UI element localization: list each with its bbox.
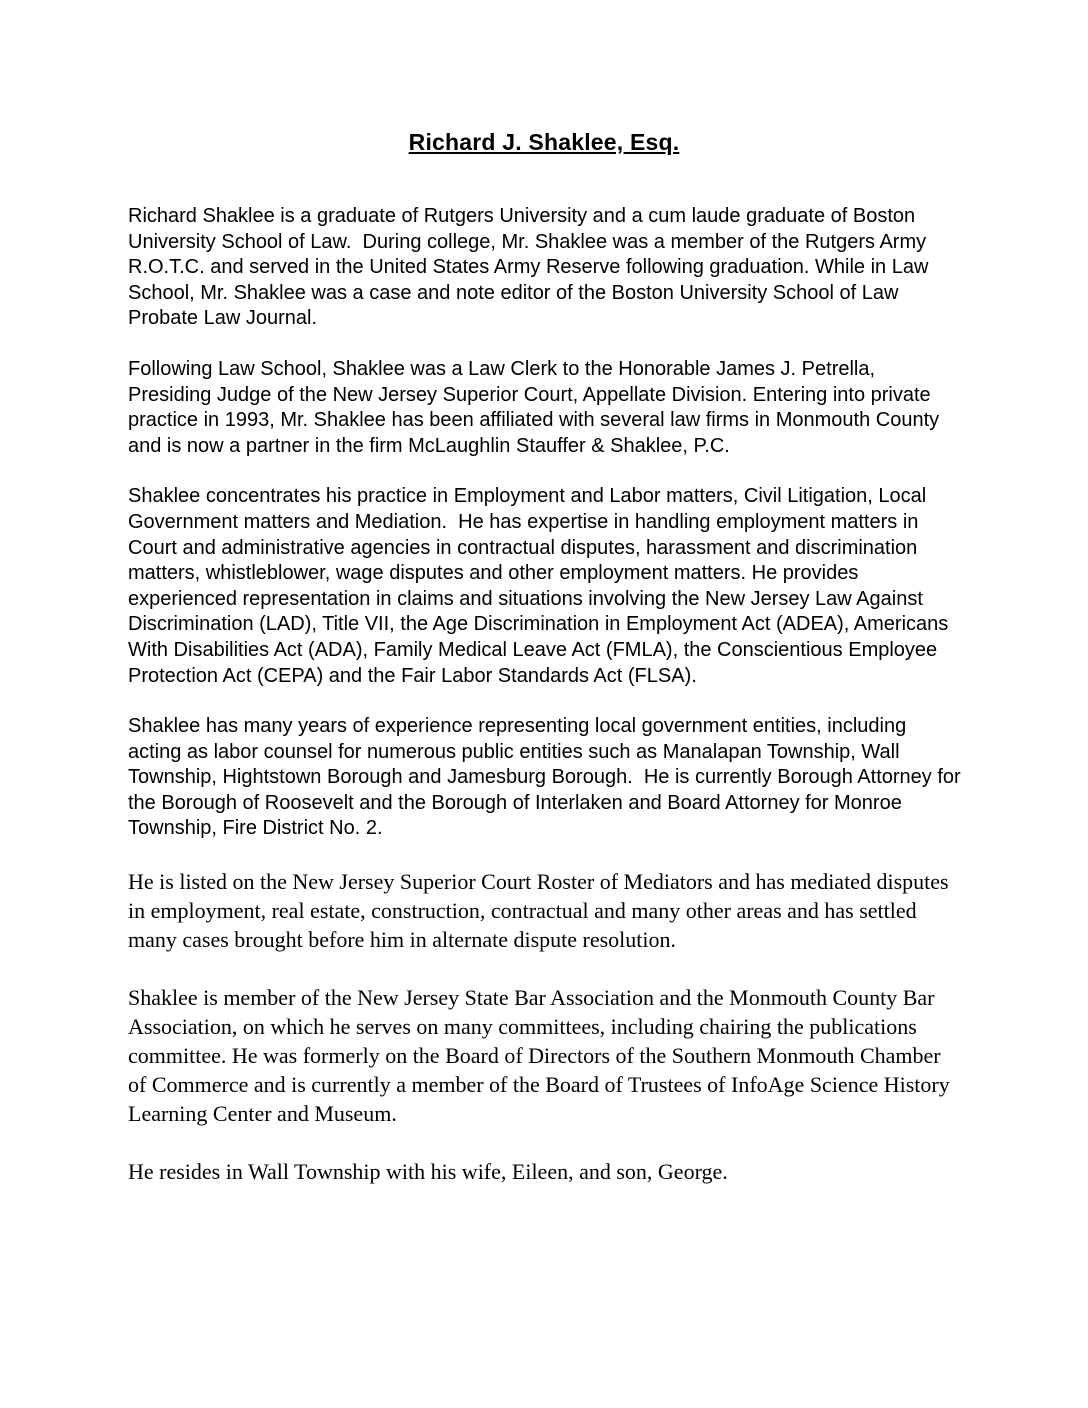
paragraph-practice-areas: Shaklee concentrates his practice in Employment and Labor matters, Civil Litigation, Local Government matters and Mediation. He has expertise in handling employment matters in Court and administrative agencies in contractual disputes, harassment and discrimination matters, whistleblower, wage disputes and other employment matters. He provides experienced representation in claims and situations involving the New Jersey Law Against Discrimination (LAD), Title VII, the Age Discrimination in Employment Act (ADEA), Americans With Disabilities Act (ADA), Family Medical Leave Act (FMLA), the Conscientious Employee Protection Act (CEPA) and the Fair Labor Standards Act (FLSA). — [128, 485, 954, 687]
paragraph-clerkship-firm: Following Law School, Shaklee was a Law Clerk to the Honorable James J. Petrella, Presiding Judge of the New Jersey Superior Court, Appellate Division. Entering into private practice in 1993, Mr. Shaklee has been affiliated with several law firms in Monmouth County and is now a partner in the firm McLaughlin Stauffer & Shaklee, P.C. — [128, 357, 945, 457]
paragraph-residence: He resides in Wall Township with his wife, Eileen, and son, George. — [128, 1159, 728, 1185]
paragraph-mediation: He is listed on the New Jersey Superior Court Roster of Mediators and has mediated disputes in employment, real estate, construction, contractual and many other areas and has settled many cases brought before him in alternate dispute resolution. — [128, 869, 955, 953]
paragraph-bio-education: Richard Shaklee is a graduate of Rutgers University and a cum laude graduate of Boston University School of Law. During college, Mr. Shaklee was a member of the Rutgers Army R.O.T.C. and served in the United States Army Reserve following graduation. While in Law School, Mr. Shaklee was a case and note editor of the Boston University School of Law Probate Law Journal. — [128, 205, 934, 330]
paragraph-associations: Shaklee is member of the New Jersey State Bar Association and the Monmouth County Bar Association, on which he serves on many committees, including chairing the publications committee. He was formerly on the Board of Directors of the Southern Monmouth Chamber of Commerce and is currently a member of the Board of Trustees of InfoAge Science History Learning Center and Museum. — [128, 985, 956, 1127]
page-title: Richard J. Shaklee, Esq. — [408, 129, 680, 155]
paragraph-local-government: Shaklee has many years of experience representing local government entities, including acting as labor counsel for numerous public entities such as Manalapan Township, Wall Township, Hightstown Borough and Jamesburg Borough. He is currently Borough Attorney for the Borough of Roosevelt and the Borough of Interlaken and Board Attorney for Monroe Township, Fire District No. 2. — [128, 715, 967, 840]
